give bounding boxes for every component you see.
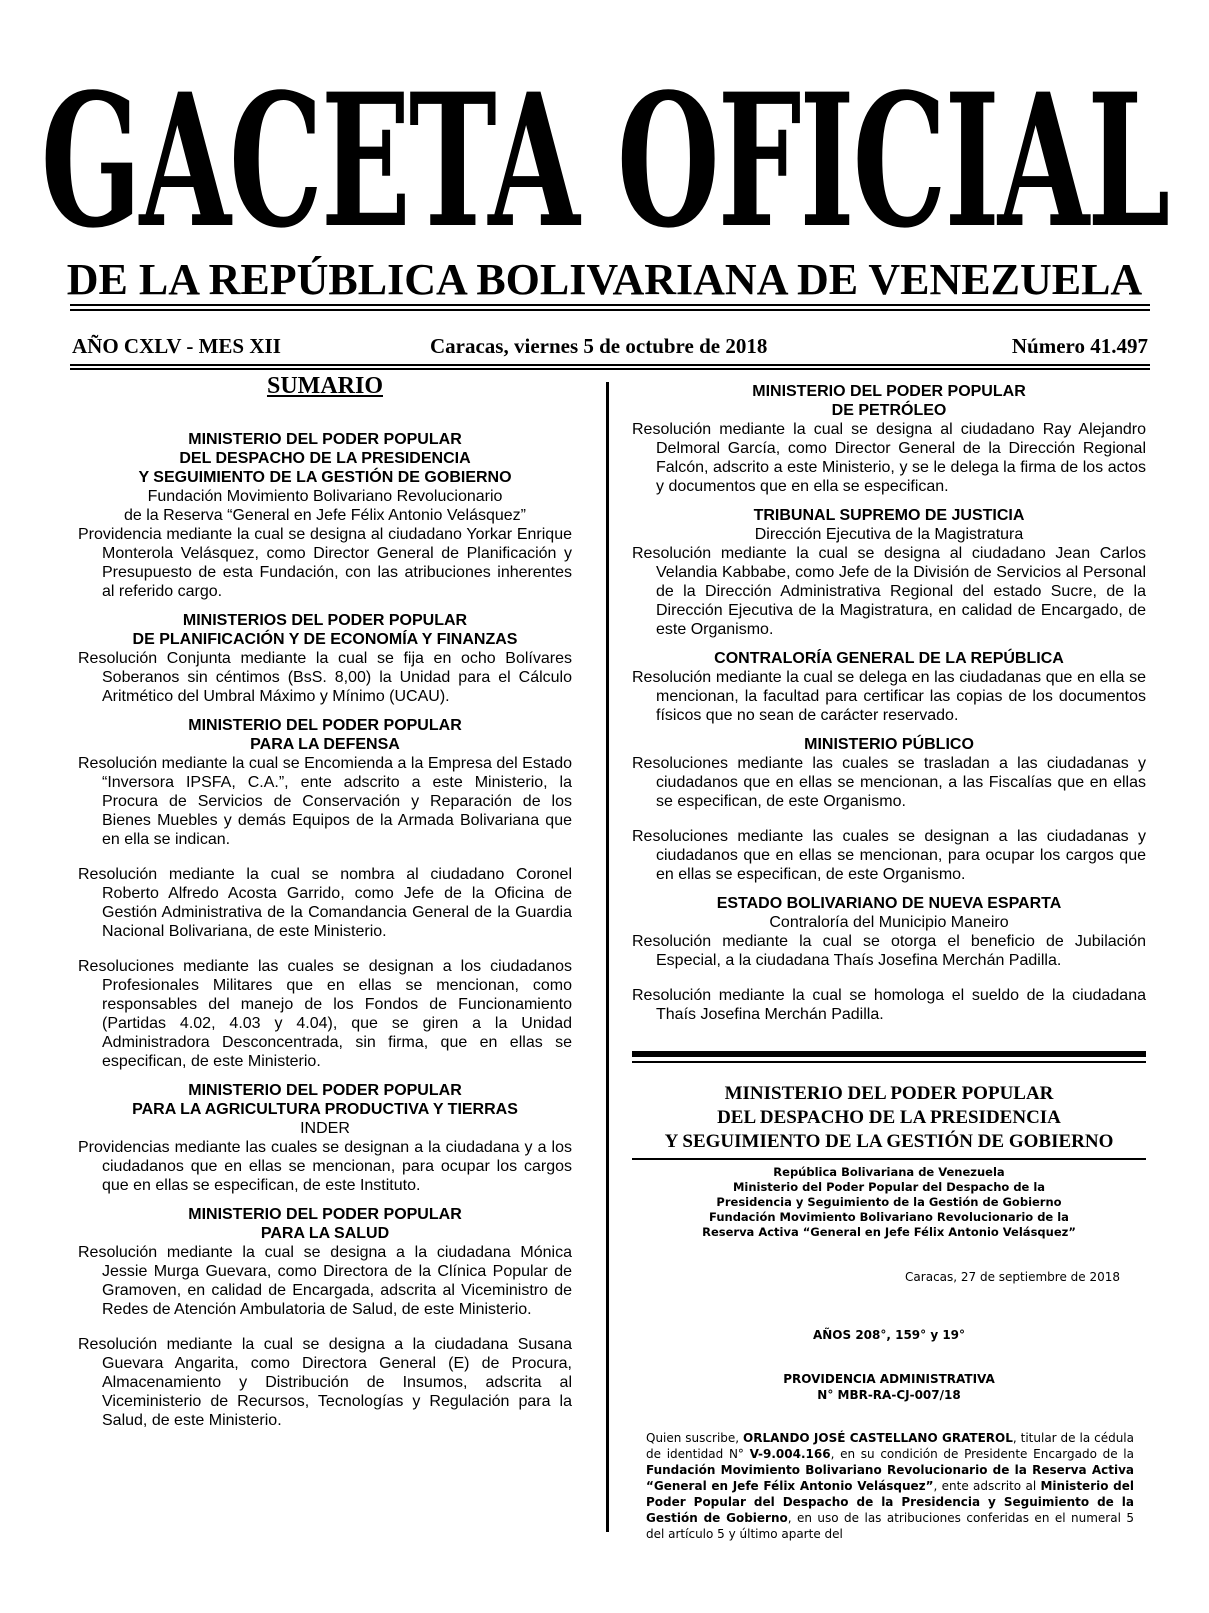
summary-title: SUMARIO bbox=[266, 373, 383, 399]
document-header bbox=[632, 1165, 1146, 1240]
section-title-line: MINISTERIO DEL PODER POPULAR bbox=[724, 1083, 1054, 1104]
masthead-subtitle: DE LA REPÚBLICA BOLIVARIANA DE VENEZUELA bbox=[66, 255, 1143, 304]
masthead-title: GACETA OFICIAL bbox=[40, 52, 1169, 269]
divider bbox=[70, 309, 1150, 311]
body-text: , titular de la cédula de identidad N° bbox=[646, 1431, 1134, 1461]
summary-entry: Resolución mediante la cual se designa a la ciudadana Mónica Jessie Murga Guevara, como Directora de la Clínica Popular de Gramoven, en calidad de Encargada, adscrita al Viceministro de Redes de Atención Ambulatoria de Salud, de este Ministerio. bbox=[78, 1244, 572, 1318]
section-subheading: de la Reserva “General en Jefe Félix Antonio Velásquez” bbox=[123, 507, 526, 524]
section-heading: TRIBUNAL SUPREMO DE JUSTICIA bbox=[753, 507, 1025, 524]
body-text: , en su condición de Presidente Encargado de la bbox=[830, 1447, 1134, 1461]
section-heading: MINISTERIO DEL PODER POPULAR PARA LA AGRICULTURA PRODUCTIVA Y TIERRAS bbox=[132, 1082, 518, 1118]
section-heading: MINISTERIO PÚBLICO bbox=[804, 736, 974, 753]
summary-entry: Resolución mediante la cual se delega en las ciudadanas que en ella se mencionan, la facultad para certificar las copias de los documentos físicos que no sean de carácter reservado. bbox=[632, 669, 1146, 724]
section-heading: MINISTERIOS DEL PODER POPULAR DE PLANIFICACIÓN Y DE ECONOMÍA Y FINANZAS bbox=[132, 612, 518, 648]
issue-date: Caracas, viernes 5 de octubre de 2018 bbox=[430, 334, 768, 358]
divider bbox=[70, 364, 1150, 366]
summary-section bbox=[632, 735, 1146, 884]
section-rule bbox=[632, 1158, 1146, 1160]
document-years: AÑOS 208°, 159° y 19° bbox=[812, 1328, 966, 1342]
section-title bbox=[632, 1082, 1146, 1154]
document-date: Caracas, 27 de septiembre de 2018 bbox=[905, 1270, 1120, 1284]
summary-entry: Resoluciones mediante las cuales se designan a los ciudadanos Profesionales Militares que en ellas se mencionan, como responsables del manejo de los Fondos de Funcionamiento (Partidas 4.02, 4.03 y 4.04), que se giren a la Unidad Administradora Desconcentrada, sin firma, que en ellas se especifican, de este Ministerio. bbox=[78, 958, 572, 1070]
summary-entry: Resolución mediante la cual se designa a la ciudadana Susana Guevara Angarita, como Directora General (E) de Procura, Almacenamiento y Distribución de Insumos, adscrita al Viceministerio de Recursos, Tecnologías y Regulación para la Salud, de este Ministerio. bbox=[78, 1336, 572, 1429]
section-heading: ESTADO BOLIVARIANO DE NUEVA ESPARTA bbox=[716, 895, 1062, 912]
section-subheading: Contraloría del Municipio Maneiro bbox=[769, 914, 1009, 931]
summary-section bbox=[78, 1205, 572, 1430]
summary-entry: Resolución mediante la cual se designa al ciudadano Jean Carlos Velandia Kabbabe, como Jefe de la División de Servicios al Personal de la Dirección Administrativa Regional del estado Sucre, de la Dirección Ejecutiva de la Magistratura, en calidad de Encargado, de este Organismo. bbox=[632, 545, 1146, 638]
section-title-line: DEL DESPACHO DE LA PRESIDENCIA bbox=[717, 1107, 1061, 1128]
summary-entry: Providencias mediante las cuales se designan a la ciudadana y a los ciudadanos que en ellas se mencionan, para ocupar los cargos que en ellas se especifican, de este Instituto. bbox=[78, 1139, 572, 1194]
section-subheading: Dirección Ejecutiva de la Magistratura bbox=[754, 526, 1024, 543]
providencia-heading bbox=[632, 1371, 1146, 1403]
section-heading: MINISTERIO DEL PODER POPULAR PARA LA SALUD bbox=[188, 1206, 462, 1242]
summary-section bbox=[632, 382, 1146, 496]
summary-entry: Providencia mediante la cual se designa al ciudadano Yorkar Enrique Monterola Velásquez, como Director General de Planificación y Presupuesto de esta Fundación, con las atribuciones inherentes al referido cargo. bbox=[78, 526, 572, 600]
summary-section bbox=[632, 506, 1146, 639]
summary-section bbox=[632, 649, 1146, 725]
summary-left-column bbox=[78, 372, 572, 1440]
summary-entry: Resoluciones mediante las cuales se designan a las ciudadanas y ciudadanos que en ellas se mencionan, para ocupar los cargos que en ellas se especifican, de este Organismo. bbox=[632, 828, 1146, 883]
document-header-line: Fundación Movimiento Bolivariano Revolucionario de la bbox=[709, 1210, 1069, 1224]
section-subheading: Fundación Movimiento Bolivariano Revolucionario bbox=[147, 488, 503, 505]
body-text: Quien suscribe, bbox=[646, 1431, 744, 1445]
summary-entry: Resolución mediante la cual se designa al ciudadano Ray Alejandro Delmoral García, como Director General de la Dirección Regional Falcón, adscrito a este Ministerio, y se le delega la firma de los actos y documentos que en ella se especifican. bbox=[632, 421, 1146, 495]
emphasized-text: V-9.004.166 bbox=[749, 1447, 831, 1461]
emphasized-text: Fundación Movimiento Bolivariano Revolucionario de la Reserva Activa “General en Jefe Félix Antonio Velásquez” bbox=[646, 1463, 1134, 1493]
section-title-line: Y SEGUIMIENTO DE LA GESTIÓN DE GOBIERNO bbox=[664, 1131, 1114, 1152]
emphasized-text: Ministerio del Poder Popular del Despacho de la Presidencia y Seguimiento de la Gestión de Gobierno bbox=[646, 1479, 1134, 1525]
document-body bbox=[646, 1430, 1134, 1542]
summary-section bbox=[78, 716, 572, 1071]
section-rule bbox=[632, 1051, 1146, 1057]
issue-number: Número 41.497 bbox=[1011, 334, 1148, 358]
divider bbox=[70, 368, 1150, 370]
providencia-title: PROVIDENCIA ADMINISTRATIVA bbox=[783, 1372, 995, 1386]
emphasized-text: ORLANDO JOSÉ CASTELLANO GRATEROL bbox=[743, 1431, 1013, 1445]
summary-entry: Resolución mediante la cual se nombra al ciudadano Coronel Roberto Alfredo Acosta Garrido, como Jefe de la Oficina de Gestión Administrativa de la Comandancia General de la Guardia Nacional Bolivariana, de este Ministerio. bbox=[78, 866, 572, 940]
section-heading: MINISTERIO DEL PODER POPULAR DEL DESPACHO DE LA PRESIDENCIA Y SEGUIMIENTO DE LA GESTIÓN DE GOBIERNO bbox=[138, 431, 512, 486]
summary-right-column bbox=[632, 382, 1146, 1034]
document-header-line: Presidencia y Seguimiento de la Gestión de Gobierno bbox=[716, 1195, 1062, 1209]
section-subheading: INDER bbox=[300, 1120, 350, 1137]
divider bbox=[70, 304, 1150, 306]
section-heading: MINISTERIO DEL PODER POPULAR DE PETRÓLEO bbox=[752, 383, 1026, 419]
summary-entry: Resolución Conjunta mediante la cual se fija en ocho Bolívares Soberanos sin céntimos (BsS. 8,00) la Unidad para el Cálculo Aritmético del Umbral Máximo y Mínimo (UCAU). bbox=[78, 650, 572, 705]
summary-entry: Resolución mediante la cual se Encomienda a la Empresa del Estado “Inversora IPSFA, C.A.”, ente adscrito a este Ministerio, la Procura de Servicios de Conservación y Reparación de los Bienes Muebles y demás Equipos de la Armada Bolivariana que en ella se indican. bbox=[78, 755, 572, 848]
issue-info-bar bbox=[72, 334, 1148, 364]
summary-section bbox=[78, 611, 572, 706]
document-header-line: República Bolivariana de Venezuela bbox=[773, 1165, 1005, 1179]
year-month: AÑO CXLV - MES XII bbox=[72, 334, 281, 358]
column-rule bbox=[606, 382, 609, 1532]
document-header-line: Ministerio del Poder Popular del Despacho de la bbox=[732, 1180, 1046, 1194]
summary-section bbox=[78, 430, 572, 601]
section-rule bbox=[632, 1061, 1146, 1063]
body-text: , ente adscrito al bbox=[933, 1479, 1041, 1493]
section-heading: MINISTERIO DEL PODER POPULAR PARA LA DEFENSA bbox=[188, 717, 462, 753]
summary-section bbox=[632, 894, 1146, 1024]
summary-entry: Resoluciones mediante las cuales se trasladan a las ciudadanas y ciudadanos que en ellas se mencionan, a las Fiscalías que en ellas se especifican, de este Organismo. bbox=[632, 755, 1146, 810]
summary-entry: Resolución mediante la cual se otorga el beneficio de Jubilación Especial, a la ciudadana Thaís Josefina Merchán Padilla. bbox=[632, 933, 1146, 969]
summary-entry: Resolución mediante la cual se homologa el sueldo de la ciudadana Thaís Josefina Merchán Padilla. bbox=[632, 987, 1146, 1023]
section-heading: CONTRALORÍA GENERAL DE LA REPÚBLICA bbox=[714, 650, 1064, 667]
providencia-number: N° MBR-RA-CJ-007/18 bbox=[817, 1388, 961, 1402]
summary-section bbox=[78, 1081, 572, 1195]
body-text: , en uso de las atribuciones conferidas en el numeral 5 del artículo 5 y último aparte del bbox=[646, 1511, 1134, 1541]
document-header-line: Reserva Activa “General en Jefe Félix Antonio Velásquez” bbox=[702, 1225, 1076, 1239]
